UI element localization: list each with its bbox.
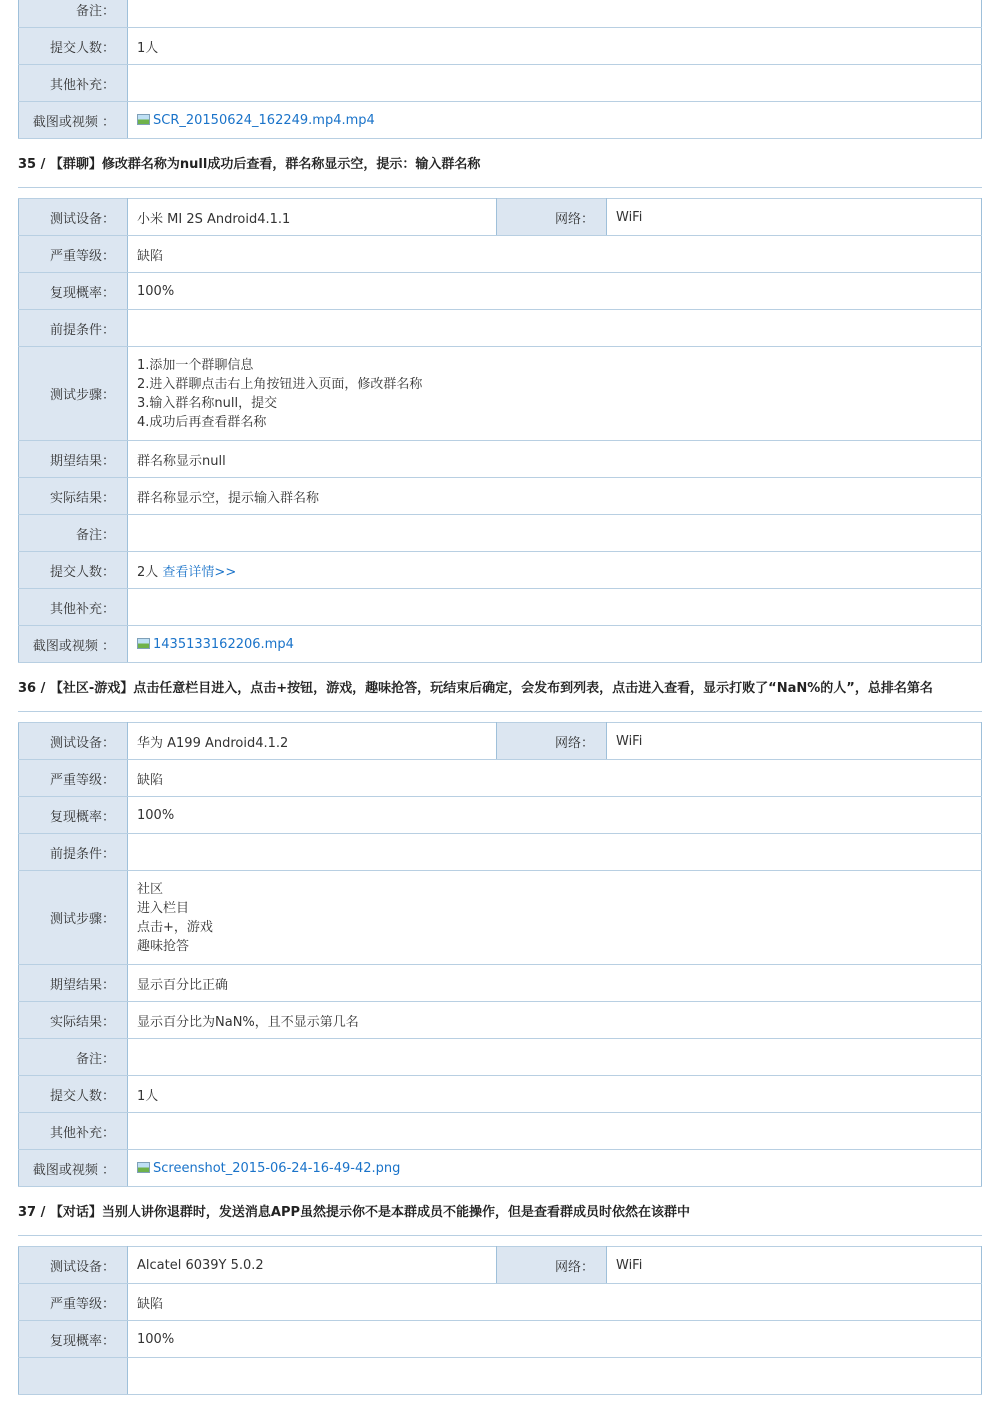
supplement-value: [128, 1113, 982, 1150]
remark-label: 备注：: [19, 0, 128, 28]
repro-row: [19, 1321, 982, 1358]
actual-label: 实际结果：: [19, 1002, 128, 1039]
remark-value: [128, 515, 982, 552]
submitters-row: [19, 552, 982, 589]
repro-row: [19, 797, 982, 834]
device-row: [19, 199, 982, 236]
remark-label: 备注：: [19, 1039, 128, 1076]
step-item: 点击+，游戏: [137, 919, 213, 935]
report-content: [18, 0, 982, 1395]
submitters-value: 1人: [128, 28, 982, 65]
media-row: [19, 1150, 982, 1187]
remark-row: [19, 515, 982, 552]
step-item: 1.添加一个群聊信息: [137, 357, 254, 373]
network-label: 网络：: [497, 199, 607, 236]
expected-value: 显示百分比正确: [128, 965, 982, 1002]
media-file-link[interactable]: SCR_20150624_162249.mp4.mp4: [153, 112, 375, 128]
media-label: 截图或视频 ：: [19, 626, 128, 663]
repro-label: 复现概率：: [19, 797, 128, 834]
submitters-value: [128, 552, 982, 589]
supplement-row: [19, 589, 982, 626]
device-row: [19, 723, 982, 760]
expected-label: 期望结果：: [19, 965, 128, 1002]
submitters-count: 2人: [137, 564, 159, 580]
network-label: 网络：: [497, 723, 607, 760]
severity-label: 严重等级：: [19, 760, 128, 797]
issue-37-title: 37 / 【对话】当别人讲你退群时，发送消息APP虽然提示你不是本群成员不能操作，但是查看群成员时依然在该群中: [18, 1187, 982, 1236]
expected-label: 期望结果：: [19, 441, 128, 478]
severity-row: [19, 1284, 982, 1321]
media-value: [128, 626, 982, 663]
network-value: WiFi: [607, 1247, 982, 1284]
severity-label: 严重等级：: [19, 236, 128, 273]
severity-row: [19, 760, 982, 797]
actual-row: [19, 1002, 982, 1039]
device-row: [19, 1247, 982, 1284]
submitters-row: [19, 1076, 982, 1113]
precondition-value: [128, 310, 982, 347]
submitters-label: 提交人数：: [19, 28, 128, 65]
image-file-icon: [137, 1162, 150, 1173]
step-item: 4.成功后再查看群名称: [137, 414, 267, 430]
repro-value: 100%: [128, 1321, 982, 1358]
severity-value: 缺陷: [128, 236, 982, 273]
step-item: 趣味抢答: [137, 938, 190, 954]
precondition-label: 前提条件：: [19, 310, 128, 347]
steps-value: [128, 347, 982, 441]
severity-value: 缺陷: [128, 1284, 982, 1321]
steps-row: [19, 347, 982, 441]
steps-row: [19, 871, 982, 965]
actual-value: 群名称显示空，提示输入群名称: [128, 478, 982, 515]
expected-row: [19, 965, 982, 1002]
issue-36-title: 36 / 【社区-游戏】点击任意栏目进入，点击+按钮，游戏，趣味抢答，玩结束后确定，会发布到列表，点击进入查看，显示打败了“NaN%的人”，总排名第名: [18, 663, 982, 712]
remark-value: [128, 1039, 982, 1076]
media-row: [19, 102, 982, 139]
submitters-label: 提交人数：: [19, 1076, 128, 1113]
precondition-row: [19, 834, 982, 871]
severity-row: [19, 236, 982, 273]
repro-row: [19, 273, 982, 310]
submitters-label: 提交人数：: [19, 552, 128, 589]
image-file-icon: [137, 114, 150, 125]
media-file-link[interactable]: 1435133162206.mp4: [153, 636, 294, 652]
issue-35-title: 35 / 【群聊】修改群名称为null成功后查看，群名称显示空，提示：输入群名称: [18, 139, 982, 188]
steps-label: 测试步骤：: [19, 347, 128, 441]
submitters-value: 1人: [128, 1076, 982, 1113]
severity-value: 缺陷: [128, 760, 982, 797]
step-item: 社区: [137, 881, 164, 897]
precondition-label: 前提条件：: [19, 834, 128, 871]
precondition-row: [19, 310, 982, 347]
cut-off-row: [19, 1358, 982, 1395]
device-label: 测试设备：: [19, 1247, 128, 1284]
supplement-label: 其他补充：: [19, 65, 128, 102]
issue-36-table: [18, 722, 982, 1187]
actual-value: 显示百分比为NaN%，且不显示第几名: [128, 1002, 982, 1039]
image-file-icon: [137, 638, 150, 649]
media-file-link[interactable]: Screenshot_2015-06-24-16-49-42.png: [153, 1160, 401, 1176]
media-row: [19, 626, 982, 663]
expected-row: [19, 441, 982, 478]
network-value: WiFi: [607, 723, 982, 760]
device-label: 测试设备：: [19, 723, 128, 760]
repro-label: 复现概率：: [19, 273, 128, 310]
steps-label: 测试步骤：: [19, 871, 128, 965]
supplement-row: [19, 65, 982, 102]
actual-label: 实际结果：: [19, 478, 128, 515]
repro-value: 100%: [128, 797, 982, 834]
network-value: WiFi: [607, 199, 982, 236]
actual-row: [19, 478, 982, 515]
media-value: [128, 102, 982, 139]
supplement-label: 其他补充：: [19, 1113, 128, 1150]
view-details-link[interactable]: 查看详情>>: [162, 564, 237, 580]
cut-off-label: [19, 1358, 128, 1395]
media-label: 截图或视频 ：: [19, 1150, 128, 1187]
device-value: 华为 A199 Android4.1.2: [128, 723, 497, 760]
device-label: 测试设备：: [19, 199, 128, 236]
supplement-value: [128, 65, 982, 102]
remark-label: 备注：: [19, 515, 128, 552]
step-item: 3.输入群名称null，提交: [137, 395, 278, 411]
expected-value: 群名称显示null: [128, 441, 982, 478]
step-item: 进入栏目: [137, 900, 190, 916]
remark-value: [128, 0, 982, 28]
media-label: 截图或视频 ：: [19, 102, 128, 139]
supplement-value: [128, 589, 982, 626]
supplement-row: [19, 1113, 982, 1150]
submitters-row: [19, 28, 982, 65]
issue-34-table: [18, 0, 982, 139]
severity-label: 严重等级：: [19, 1284, 128, 1321]
supplement-label: 其他补充：: [19, 589, 128, 626]
media-value: [128, 1150, 982, 1187]
device-value: 小米 MI 2S Android4.1.1: [128, 199, 497, 236]
precondition-value: [128, 834, 982, 871]
remark-row: [19, 1039, 982, 1076]
device-value: Alcatel 6039Y 5.0.2: [128, 1247, 497, 1284]
remark-row: [19, 0, 982, 28]
steps-value: [128, 871, 982, 965]
issue-35-table: [18, 198, 982, 663]
network-label: 网络：: [497, 1247, 607, 1284]
repro-label: 复现概率：: [19, 1321, 128, 1358]
repro-value: 100%: [128, 273, 982, 310]
step-item: 2.进入群聊点击右上角按钮进入页面，修改群名称: [137, 376, 423, 392]
cut-off-value: [128, 1358, 982, 1395]
issue-37-table: [18, 1246, 982, 1395]
